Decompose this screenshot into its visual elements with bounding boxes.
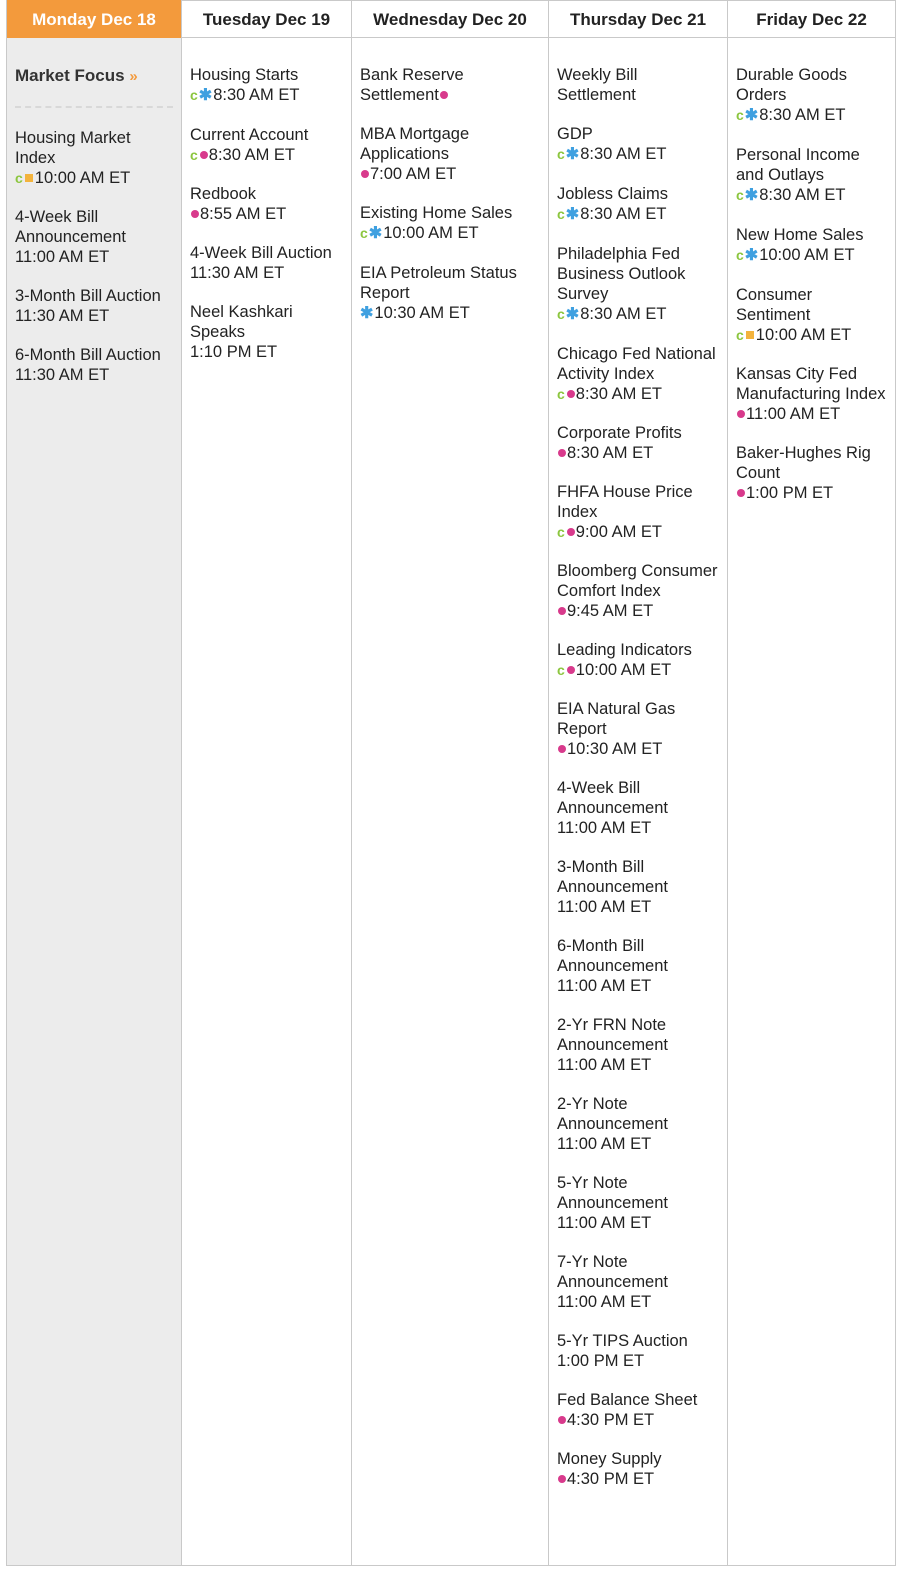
event-title[interactable] [736, 364, 887, 404]
event-time: 8:30 AM ET [580, 305, 667, 323]
event-title-text[interactable]: Redbook [190, 185, 257, 203]
event-time: 11:00 AM ET [557, 898, 652, 916]
consensus-icon: c [557, 206, 565, 222]
day-column-friday [728, 0, 896, 1566]
dot-icon [558, 607, 566, 615]
day-column-monday [6, 0, 182, 1566]
event-time-row [190, 85, 343, 106]
event-time-row [557, 443, 719, 463]
event-time: 10:30 AM ET [374, 304, 470, 322]
event-time-row [557, 1292, 719, 1312]
event-time: 8:30 AM ET [208, 146, 296, 164]
consensus-icon: c [736, 107, 744, 123]
event-title[interactable] [736, 225, 887, 245]
event-time-row [360, 164, 540, 184]
event-time: 10:00 AM ET [383, 224, 479, 242]
event-title-text[interactable]: Weekly Bill Settlement [557, 66, 638, 104]
event-title-text[interactable]: Jobless Claims [557, 185, 668, 203]
event-title-text[interactable]: Corporate Profits [557, 424, 682, 442]
event-title-text[interactable]: 6-Month Bill Announcement [557, 937, 668, 975]
dot-icon [737, 410, 745, 418]
event-time-row [736, 325, 887, 345]
calendar-event[interactable] [15, 128, 173, 188]
economic-calendar [6, 0, 896, 1566]
event-time-row [736, 404, 887, 424]
event-title-text[interactable]: EIA Petroleum Status Report [360, 264, 517, 302]
calendar-event[interactable] [736, 225, 887, 266]
event-title[interactable] [360, 65, 540, 105]
event-title[interactable] [360, 124, 540, 164]
event-time: 11:30 AM ET [15, 307, 110, 325]
event-time: 8:30 AM ET [759, 106, 846, 124]
calendar-event[interactable] [557, 1331, 719, 1371]
event-title[interactable] [557, 344, 719, 384]
event-title-text[interactable]: Money Supply [557, 1450, 662, 1468]
consensus-icon: c [190, 87, 198, 103]
star-icon: ✱ [368, 225, 383, 242]
divider [15, 106, 173, 108]
event-time-row [557, 384, 719, 404]
calendar-event[interactable] [557, 184, 719, 225]
event-title-text[interactable]: Neel Kashkari Speaks [190, 303, 293, 341]
event-time: 1:00 PM ET [746, 484, 834, 502]
calendar-event[interactable] [557, 778, 719, 838]
calendar-event[interactable] [557, 857, 719, 917]
event-title-text[interactable]: 6-Month Bill Auction [15, 346, 161, 364]
calendar-event[interactable] [360, 65, 540, 105]
event-time: 9:00 AM ET [575, 523, 663, 541]
event-time: 11:00 AM ET [557, 977, 652, 995]
event-title[interactable] [736, 443, 887, 483]
calendar-event[interactable] [557, 244, 719, 325]
event-time-row [190, 145, 343, 165]
calendar-event[interactable] [557, 936, 719, 996]
event-time-row [557, 204, 719, 225]
consensus-icon: c [736, 247, 744, 263]
calendar-event[interactable] [557, 124, 719, 165]
consensus-icon: c [557, 306, 565, 322]
event-title[interactable] [557, 184, 719, 204]
calendar-event[interactable] [557, 482, 719, 542]
event-title-text[interactable]: Housing Market Index [15, 129, 131, 167]
event-time: 11:00 AM ET [557, 1214, 652, 1232]
event-time: 11:30 AM ET [15, 366, 110, 384]
event-title[interactable] [557, 857, 719, 897]
event-title-text[interactable]: Baker-Hughes Rig Count [736, 444, 871, 482]
event-time: 8:30 AM ET [580, 145, 667, 163]
event-title-text[interactable]: 4-Week Bill Auction [190, 244, 332, 262]
event-title-text[interactable]: Housing Starts [190, 66, 299, 84]
event-title-text[interactable]: Consumer Sentiment [736, 286, 813, 324]
event-title[interactable] [736, 145, 887, 185]
calendar-event[interactable] [557, 65, 719, 105]
event-title-text[interactable]: Bloomberg Consumer Comfort Index [557, 562, 718, 600]
event-list [182, 38, 351, 362]
double-chevron-right-icon: » [129, 68, 138, 85]
event-title-text[interactable]: 5-Yr Note Announcement [557, 1174, 668, 1212]
event-title[interactable] [557, 1015, 719, 1055]
event-time: 10:00 AM ET [759, 246, 855, 264]
event-title-text[interactable]: Philadelphia Fed Business Outlook Survey [557, 245, 686, 303]
dot-icon [558, 1475, 566, 1483]
calendar-event[interactable] [557, 1449, 719, 1489]
dot-icon [567, 666, 575, 674]
event-title[interactable] [557, 1094, 719, 1134]
event-time: 11:00 AM ET [15, 248, 110, 266]
calendar-event[interactable] [360, 263, 540, 324]
event-time: 8:30 AM ET [759, 186, 846, 204]
dot-icon [361, 170, 369, 178]
event-time: 11:00 AM ET [746, 405, 841, 423]
calendar-event[interactable] [736, 145, 887, 206]
star-icon: ✱ [744, 187, 759, 204]
event-title-text[interactable]: 3-Month Bill Announcement [557, 858, 668, 896]
dot-icon [567, 528, 575, 536]
event-title[interactable] [15, 286, 173, 306]
day-column-tuesday [182, 0, 352, 1566]
event-title[interactable] [557, 778, 719, 818]
event-title-text[interactable]: Kansas City Fed Manufacturing Index [736, 365, 886, 403]
event-time-row [557, 1055, 719, 1075]
event-title[interactable] [190, 302, 343, 342]
event-title-text[interactable]: Bank Reserve Settlement [360, 66, 464, 104]
event-title-text[interactable]: New Home Sales [736, 226, 864, 244]
event-title[interactable] [15, 207, 173, 247]
calendar-event[interactable] [557, 640, 719, 680]
event-title-text[interactable]: MBA Mortgage Applications [360, 125, 470, 163]
event-time-row [360, 303, 540, 324]
star-icon: ✱ [744, 107, 759, 124]
square-icon [25, 174, 33, 182]
event-list [352, 38, 548, 324]
event-time-row [557, 976, 719, 996]
event-title[interactable] [557, 1390, 719, 1410]
event-title[interactable] [15, 345, 173, 365]
day-header-tuesday[interactable]: Tuesday Dec 19 [182, 0, 351, 38]
day-header-thursday[interactable]: Thursday Dec 21 [549, 0, 727, 38]
consensus-icon: c [557, 662, 565, 678]
event-title[interactable] [557, 640, 719, 660]
dot-icon [737, 489, 745, 497]
event-title[interactable] [360, 203, 540, 223]
calendar-event[interactable] [360, 203, 540, 244]
calendar-event[interactable] [557, 1252, 719, 1312]
event-time-row [15, 365, 173, 385]
event-title-text[interactable]: Existing Home Sales [360, 204, 513, 222]
event-title-text[interactable]: Leading Indicators [557, 641, 692, 659]
event-time: 7:00 AM ET [370, 165, 457, 183]
event-title-text[interactable]: FHFA House Price Index [557, 483, 693, 521]
event-title[interactable] [557, 1331, 719, 1351]
event-time-row [557, 522, 719, 542]
event-title[interactable] [360, 263, 540, 303]
event-title-text[interactable]: 2-Yr Note Announcement [557, 1095, 668, 1133]
event-title-text[interactable]: GDP [557, 125, 593, 143]
calendar-event[interactable] [190, 65, 343, 106]
dot-icon [440, 91, 448, 99]
event-title[interactable] [557, 1449, 719, 1469]
square-icon [746, 331, 754, 339]
event-title[interactable] [190, 65, 343, 85]
calendar-event[interactable] [15, 286, 173, 326]
market-focus-link[interactable] [7, 38, 181, 87]
event-time-row [360, 223, 540, 244]
event-title-text[interactable]: Chicago Fed National Activity Index [557, 345, 716, 383]
event-title[interactable] [557, 936, 719, 976]
event-time-row [190, 204, 343, 224]
event-title-text[interactable]: Fed Balance Sheet [557, 1391, 698, 1409]
calendar-event[interactable] [557, 1015, 719, 1075]
calendar-event[interactable] [736, 364, 887, 424]
day-header-monday[interactable]: Monday Dec 18 [7, 0, 181, 38]
event-time: 11:00 AM ET [557, 1293, 652, 1311]
calendar-event[interactable] [190, 302, 343, 362]
event-time: 9:45 AM ET [567, 602, 654, 620]
star-icon: ✱ [565, 306, 580, 323]
event-time: 8:30 AM ET [575, 385, 663, 403]
calendar-event[interactable] [190, 184, 343, 224]
event-time: 4:30 PM ET [567, 1411, 655, 1429]
calendar-event[interactable] [557, 1390, 719, 1430]
event-time: 11:30 AM ET [190, 264, 285, 282]
event-time-row [736, 483, 887, 503]
event-time-row [557, 1134, 719, 1154]
event-title-text[interactable]: EIA Natural Gas Report [557, 700, 676, 738]
event-title-text[interactable]: 3-Month Bill Auction [15, 287, 161, 305]
event-time-row [557, 1410, 719, 1430]
event-time-row [557, 739, 719, 759]
event-time: 11:00 AM ET [557, 1056, 652, 1074]
event-time-row [736, 105, 887, 126]
event-title[interactable] [736, 285, 887, 325]
event-title[interactable] [557, 1252, 719, 1292]
star-icon: ✱ [565, 206, 580, 223]
consensus-icon: c [557, 386, 565, 402]
calendar-event[interactable] [736, 443, 887, 503]
star-icon: ✱ [198, 87, 213, 104]
event-time: 10:00 AM ET [575, 661, 672, 679]
event-title-text[interactable]: 4-Week Bill Announcement [557, 779, 668, 817]
event-time: 4:30 PM ET [567, 1470, 655, 1488]
event-title[interactable] [557, 124, 719, 144]
calendar-event[interactable] [190, 125, 343, 165]
dot-icon [558, 745, 566, 753]
event-title[interactable] [15, 128, 173, 168]
day-column-wednesday [352, 0, 549, 1566]
market-focus-label[interactable]: Market Focus [15, 66, 125, 85]
event-time: 10:00 AM ET [34, 169, 131, 187]
calendar-event[interactable] [557, 423, 719, 463]
event-time-row [557, 1351, 719, 1371]
calendar-event[interactable] [736, 65, 887, 126]
event-time-row [557, 144, 719, 165]
calendar-event[interactable] [15, 207, 173, 267]
event-time: 11:00 AM ET [557, 819, 652, 837]
event-title-text[interactable]: Current Account [190, 126, 309, 144]
event-time-row [557, 304, 719, 325]
day-column-thursday [549, 0, 728, 1566]
event-title[interactable] [557, 65, 719, 105]
event-time: 11:00 AM ET [557, 1135, 652, 1153]
event-time-row [557, 818, 719, 838]
event-title[interactable] [190, 243, 343, 263]
event-time-row [557, 897, 719, 917]
dot-icon [191, 210, 199, 218]
consensus-icon: c [557, 146, 565, 162]
consensus-icon: c [736, 187, 744, 203]
calendar-event[interactable] [557, 344, 719, 404]
event-title-text[interactable]: 7-Yr Note Announcement [557, 1253, 668, 1291]
consensus-icon: c [15, 170, 23, 186]
event-time: 10:00 AM ET [755, 326, 852, 344]
calendar-event[interactable] [557, 561, 719, 621]
event-time: 1:00 PM ET [557, 1352, 645, 1370]
event-time-row [557, 601, 719, 621]
event-title[interactable] [557, 482, 719, 522]
event-title[interactable] [557, 423, 719, 443]
dot-icon [558, 1416, 566, 1424]
event-time-row [190, 263, 343, 283]
event-title-text[interactable]: 2-Yr FRN Note Announcement [557, 1016, 668, 1054]
dot-icon [558, 449, 566, 457]
event-time-row [736, 245, 887, 266]
event-time-row [736, 185, 887, 206]
calendar-event[interactable] [557, 1173, 719, 1233]
event-title-text[interactable]: Durable Goods Orders [736, 66, 847, 104]
calendar-event[interactable] [557, 1094, 719, 1154]
event-list [7, 128, 181, 385]
star-icon: ✱ [744, 247, 759, 264]
event-time-row [15, 306, 173, 326]
event-time-row [557, 660, 719, 680]
event-title-text[interactable]: 4-Week Bill Announcement [15, 208, 126, 246]
event-title-text[interactable]: Personal Income and Outlays [736, 146, 860, 184]
event-time: 10:30 AM ET [567, 740, 663, 758]
event-title[interactable] [557, 1173, 719, 1213]
event-title[interactable] [557, 561, 719, 601]
calendar-event[interactable] [736, 285, 887, 345]
event-time: 1:10 PM ET [190, 343, 278, 361]
event-title[interactable] [190, 184, 343, 204]
consensus-icon: c [360, 225, 368, 241]
star-icon: ✱ [360, 305, 374, 322]
event-time-row [557, 1213, 719, 1233]
consensus-icon: c [736, 327, 744, 343]
event-time: 8:30 AM ET [213, 86, 300, 104]
event-time-row [15, 168, 173, 188]
event-list [549, 38, 727, 1489]
calendar-event[interactable] [557, 699, 719, 759]
star-icon: ✱ [565, 146, 580, 163]
event-time-row [190, 342, 343, 362]
event-time: 8:55 AM ET [200, 205, 287, 223]
event-time-row [15, 247, 173, 267]
event-title[interactable] [736, 65, 887, 105]
day-header-friday[interactable]: Friday Dec 22 [728, 0, 895, 38]
event-list [728, 38, 895, 503]
calendar-event[interactable] [360, 124, 540, 184]
consensus-icon: c [557, 524, 565, 540]
consensus-icon: c [190, 147, 198, 163]
event-time: 8:30 AM ET [567, 444, 654, 462]
calendar-event[interactable] [190, 243, 343, 283]
event-title-text[interactable]: 5-Yr TIPS Auction [557, 1332, 688, 1350]
day-header-wednesday[interactable]: Wednesday Dec 20 [352, 0, 548, 38]
event-time: 8:30 AM ET [580, 205, 667, 223]
event-title[interactable] [557, 244, 719, 304]
event-time-row [557, 1469, 719, 1489]
event-title[interactable] [190, 125, 343, 145]
event-title[interactable] [557, 699, 719, 739]
dot-icon [200, 151, 208, 159]
dot-icon [567, 390, 575, 398]
calendar-event[interactable] [15, 345, 173, 385]
